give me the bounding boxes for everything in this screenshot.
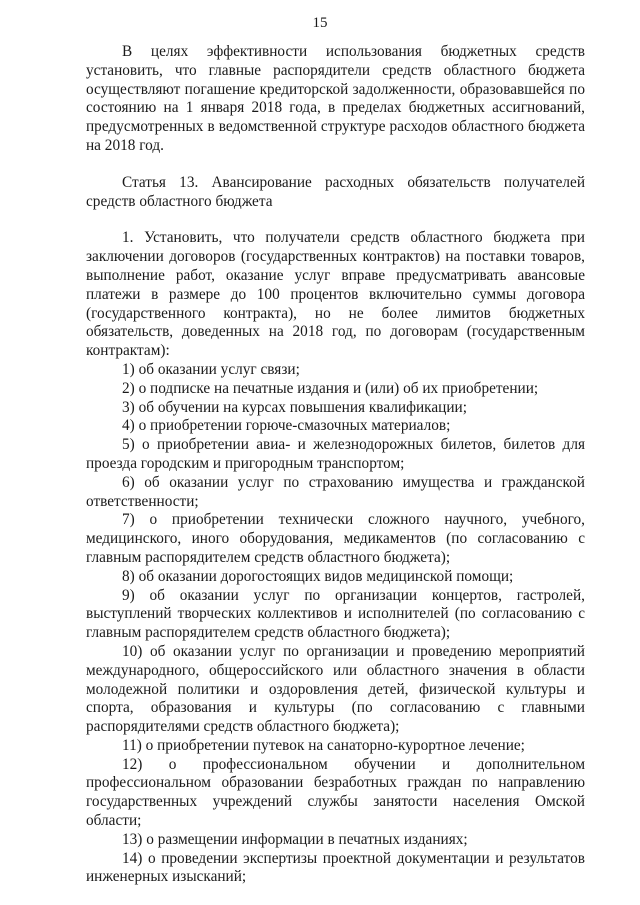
subitem-14: 14) о проведении экспертизы проектной документации и результатов инженерных изысканий;	[86, 849, 585, 886]
subitem-1: 1) об оказании услуг связи;	[122, 360, 300, 378]
subitem-9: 9) об оказании услуг по организации концертов, гастролей, выступлений творческих коллективов и исполнителей (по согласованию с главным распорядителем средств областного бюджета);	[86, 586, 585, 642]
subitem-10: 10) об оказании услуг по организации и проведению мероприятий международного, общероссийского или областного значения в области молодежной политики и оздоровления детей, физической культуры и спорта, образования и культуры (по согласованию с главными распорядителями средств областного бюджета);	[86, 642, 585, 736]
subitem-11: 11) о приобретении путевок на санаторно-курортное лечение;	[122, 736, 525, 754]
subitem-2: 2) о подписке на печатные издания и (или) об их приобретении;	[122, 379, 539, 397]
subitem-4: 4) о приобретении горюче-смазочных материалов;	[122, 417, 451, 435]
page-number: 15	[312, 15, 328, 31]
intro-paragraph: В целях эффективности использования бюджетных средств установить, что главные распорядители средств областного бюджета осуществляют погашение кредиторской задолженности, образовавшейся по состоянию на 1 января 2018 года, в пределах бюджетных ассигнований, предусмотренных в ведомственной структуре расходов областного бюджета на 2018 год.	[86, 43, 585, 154]
article-heading: Статья 13. Авансирование расходных обязательств получателей средств областного бюджета	[86, 173, 585, 210]
subitem-12: 12) о профессиональном обучении и дополнительном профессиональном образовании безработных граждан по направлению государственных учреждений службы занятости населения Омской области;	[86, 755, 585, 830]
document-body	[86, 43, 585, 887]
point-1-paragraph: 1. Установить, что получатели средств областного бюджета при заключении договоров (государственных контрактов) на поставки товаров, выполнение работ, оказание услуг вправе предусматривать авансовые платежи в размере до 100 процентов включительно суммы договора (государственного контракта), но не более лимитов бюджетных обязательств, доведенных на 2018 год, по договорам (государственным контрактам):	[86, 229, 585, 360]
subitem-6: 6) об оказании услуг по страхованию имущества и гражданской ответственности;	[86, 473, 585, 510]
subitem-8: 8) об оказании дорогостоящих видов медицинской помощи;	[122, 567, 514, 585]
subitem-7: 7) о приобретении технически сложного научного, учебного, медицинского, иного оборудования, медикаментов (по согласованию с главным распорядителем средств областного бюджета);	[86, 511, 585, 566]
subitem-3: 3) об обучении на курсах повышения квалификации;	[122, 398, 467, 416]
subitem-5: 5) о приобретении авиа- и железнодорожных билетов, билетов для проезда городским и пригородным транспортом;	[86, 436, 585, 472]
subitem-13: 13) о размещении информации в печатных изданиях;	[122, 830, 468, 848]
